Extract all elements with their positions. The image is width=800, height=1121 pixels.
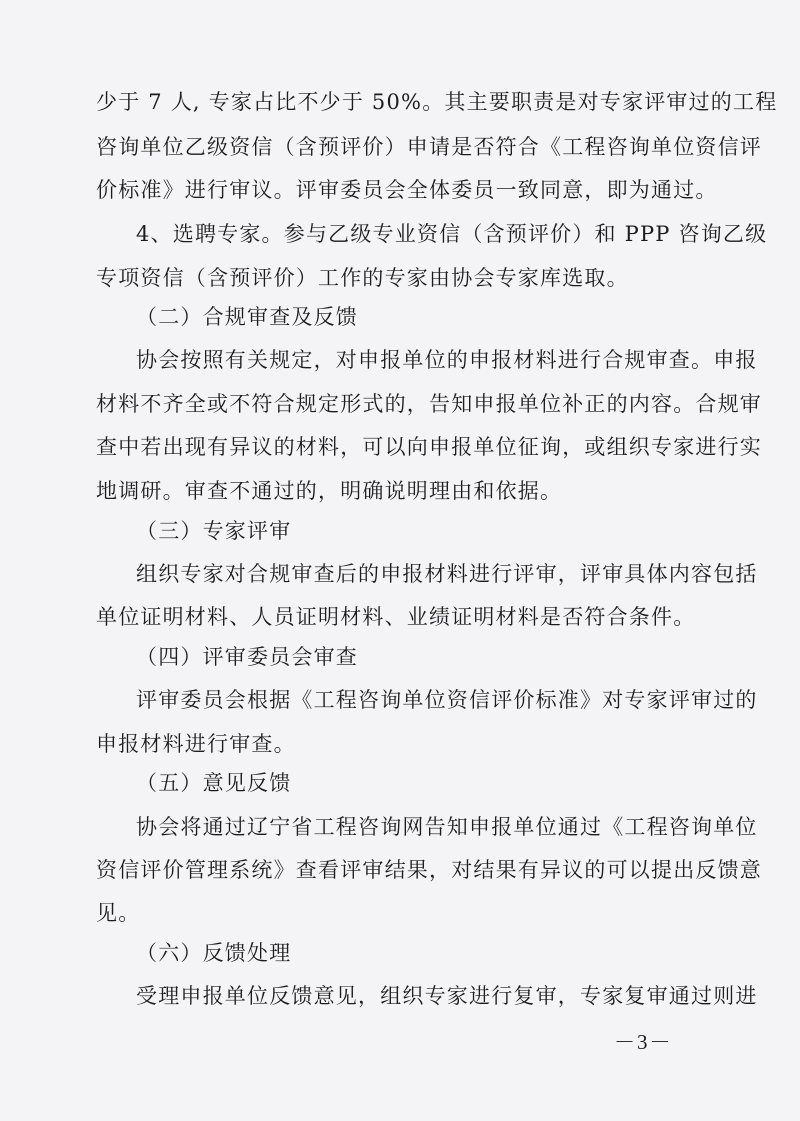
page-number: －3－: [614, 1030, 673, 1054]
paragraph-line: 专项资信（含预评价）工作的专家由协会专家库选取。: [96, 266, 629, 290]
paragraph-line: 材料不齐全或不符合规定形式的，告知申报单位补正的内容。合规审: [96, 392, 762, 416]
section-heading: （五）意见反馈: [136, 771, 292, 795]
paragraph-line: 申报材料进行审查。: [96, 732, 296, 756]
paragraph-line: 咨询单位乙级资信（含预评价）申请是否符合《工程咨询单位资信评: [96, 135, 762, 159]
paragraph-line: 协会将通过辽宁省工程咨询网告知申报单位通过《工程咨询单位: [136, 815, 758, 839]
paragraph-line: 4、选聘专家。参与乙级专业资信（含预评价）和 PPP 咨询乙级: [136, 222, 768, 246]
paragraph-line: 组织专家对合规审查后的申报材料进行评审，评审具体内容包括: [136, 562, 758, 586]
paragraph-line: 见。: [96, 901, 141, 925]
section-heading: （三）专家评审: [136, 519, 292, 543]
paragraph-line: 单位证明材料、人员证明材料、业绩证明材料是否符合条件。: [96, 605, 696, 629]
section-heading: （四）评审委员会审查: [136, 645, 358, 669]
paragraph-line: 受理申报单位反馈意见，组织专家进行复审，专家复审通过则进: [136, 984, 758, 1008]
paragraph-line: 评审委员会根据《工程咨询单位资信评价标准》对专家评审过的: [136, 688, 758, 712]
paragraph-line: 资信评价管理系统》查看评审结果，对结果有异议的可以提出反馈意: [96, 858, 762, 882]
paragraph-line: 地调研。审查不通过的，明确说明理由和依据。: [96, 479, 563, 503]
paragraph-line: 少于 7 人, 专家占比不少于 50%。其主要职责是对专家评审过的工程: [96, 90, 778, 114]
paragraph-line: 价标准》进行审议。评审委员会全体委员一致同意，即为通过。: [96, 178, 718, 202]
section-heading: （六）反馈处理: [136, 941, 292, 965]
paragraph-line: 查中若出现有异议的材料，可以向申报单位征询，或组织专家进行实: [96, 435, 762, 459]
section-heading: （二）合规审查及反馈: [136, 305, 358, 329]
paragraph-line: 协会按照有关规定，对申报单位的申报材料进行合规审查。申报: [136, 348, 758, 372]
